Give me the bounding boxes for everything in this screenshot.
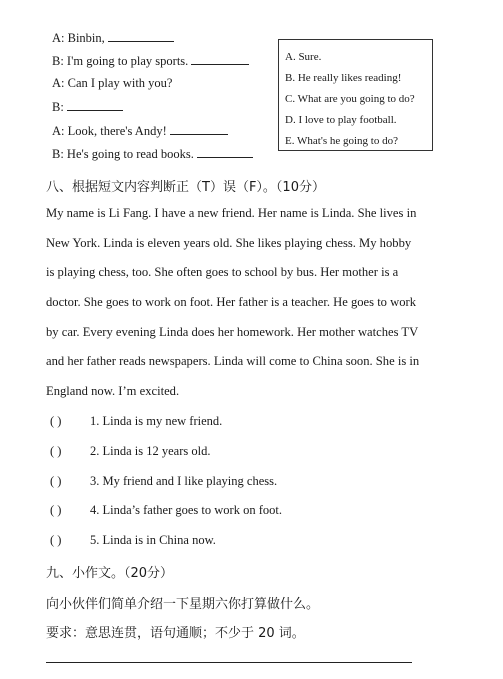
writing-prompt: 向小伙伴们简单介绍一下星期六你打算做什么。 bbox=[46, 597, 320, 612]
writing-answer-line[interactable] bbox=[46, 662, 412, 663]
passage-line: is playing chess, too. She often goes to school by bus. Her mother is a bbox=[46, 265, 399, 279]
section-9-heading: 九、小作文。（20分） bbox=[46, 566, 174, 581]
dialogue-line-5: A: Look, there's Andy! bbox=[52, 123, 228, 139]
passage-line: and her father reads newspapers. Linda will come to China soon. She is in bbox=[46, 354, 420, 368]
passage-line: My name is Li Fang. I have a new friend. Her name is Linda. She lives in bbox=[46, 206, 417, 220]
option-c: C. What are you going to do? bbox=[285, 93, 415, 105]
judge-item-1: ( ) 1. Linda is my new friend. bbox=[50, 414, 223, 428]
dialogue-line-2: B: I'm going to play sports. bbox=[52, 53, 249, 69]
answer-blank[interactable] bbox=[108, 30, 174, 42]
option-e: E. What's he going to do? bbox=[285, 135, 398, 147]
passage-line: by car. Every evening Linda does her homework. Her mother watches TV bbox=[46, 325, 419, 339]
judge-item-2: ( ) 2. Linda is 12 years old. bbox=[50, 444, 211, 458]
option-a: A. Sure. bbox=[285, 51, 322, 63]
dialogue-line-4: B: bbox=[52, 99, 123, 115]
answer-blank[interactable] bbox=[197, 146, 253, 158]
answer-paren[interactable]: ( ) bbox=[50, 474, 62, 488]
writing-requirement: 要求：意思连贯，语句通顺；不少于 20 词。 bbox=[46, 626, 305, 641]
section-8-heading: 八、根据短文内容判断正（T）误（F）。（10分） bbox=[46, 180, 325, 195]
answer-paren[interactable]: ( ) bbox=[50, 503, 62, 517]
passage-line: doctor. She goes to work on foot. Her father is a teacher. He goes to work bbox=[46, 295, 417, 309]
dialogue-line-3: A: Can I play with you? bbox=[52, 76, 173, 90]
answer-paren[interactable]: ( ) bbox=[50, 533, 62, 547]
judge-item-3: ( ) 3. My friend and I like playing chess. bbox=[50, 474, 278, 488]
answer-paren[interactable]: ( ) bbox=[50, 414, 62, 428]
answer-blank[interactable] bbox=[67, 99, 123, 111]
answer-blank[interactable] bbox=[191, 53, 249, 65]
dialogue-line-1: A: Binbin, bbox=[52, 30, 174, 46]
option-d: D. I love to play football. bbox=[285, 114, 397, 126]
judge-item-5: ( ) 5. Linda is in China now. bbox=[50, 533, 216, 547]
passage-line: New York. Linda is eleven years old. She likes playing chess. My hobby bbox=[46, 236, 412, 250]
passage-line: England now. I’m excited. bbox=[46, 384, 180, 398]
dialogue-line-6: B: He's going to read books. bbox=[52, 146, 253, 162]
answer-paren[interactable]: ( ) bbox=[50, 444, 62, 458]
option-b: B. He really likes reading! bbox=[285, 72, 402, 84]
options-box bbox=[278, 39, 433, 151]
judge-item-4: ( ) 4. Linda’s father goes to work on foot. bbox=[50, 503, 282, 517]
answer-blank[interactable] bbox=[170, 123, 228, 135]
